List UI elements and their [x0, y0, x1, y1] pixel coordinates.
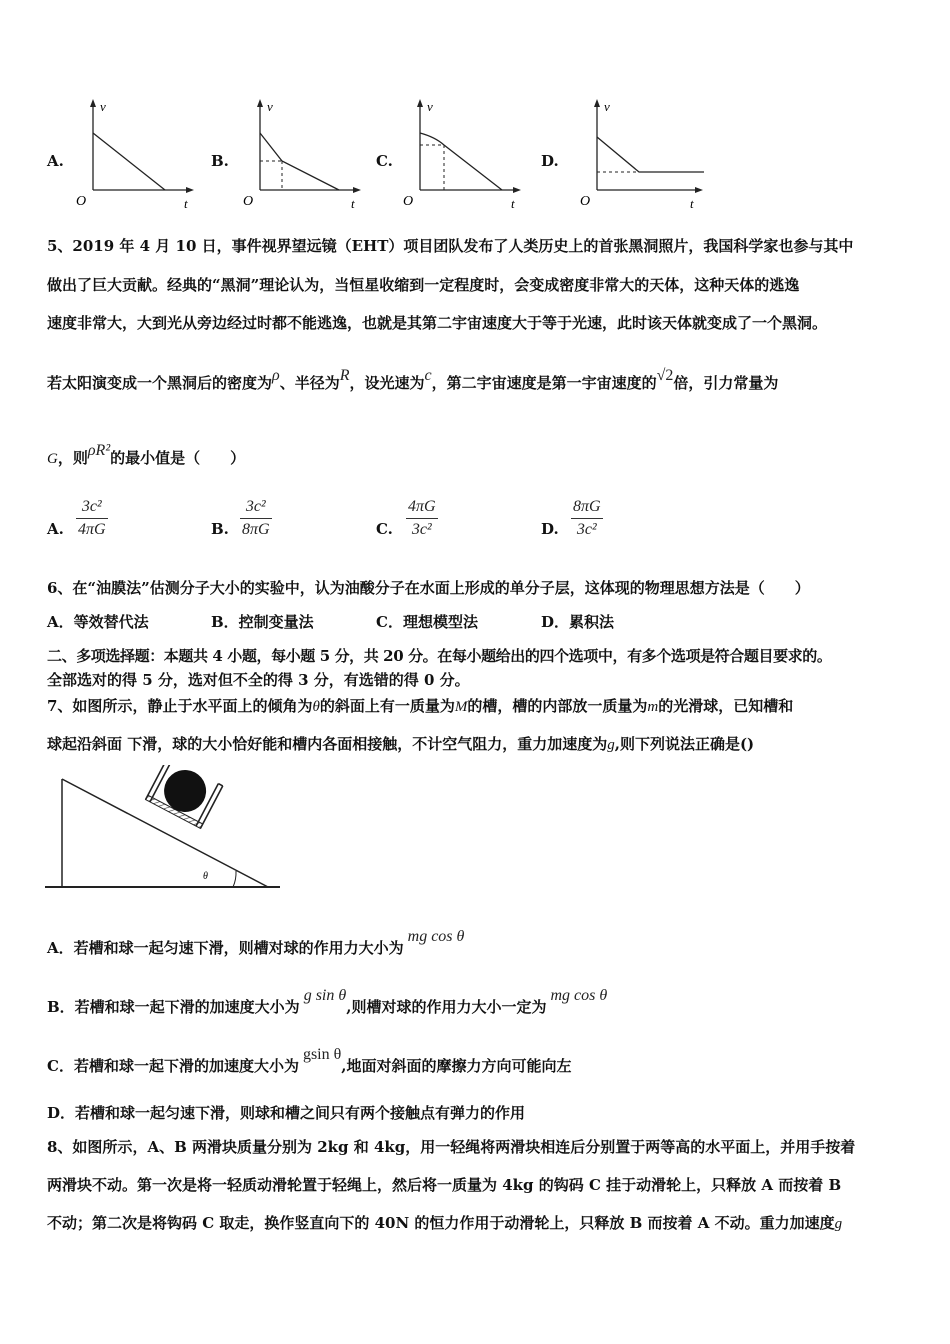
q5-text: ，设光速为: [349, 374, 425, 392]
q7-text: 的光滑球，已知槽和: [658, 697, 794, 715]
axis-v-label: v: [267, 99, 273, 114]
mg-cos-theta: mg cos θ: [407, 928, 465, 945]
g-sin-theta: g sin θ: [303, 987, 347, 1004]
groove-with-ball: [146, 765, 223, 828]
axis-v-label: v: [100, 99, 106, 114]
section-2-line-2: 全部选对的得 5 分，选对但不全的得 3 分，有选错的得 0 分。: [47, 671, 470, 689]
numerator: 3c²: [240, 496, 272, 519]
axis-t-label: t: [511, 196, 515, 211]
q7-option-a-text: A．若槽和球一起匀速下滑，则槽对球的作用力大小为: [47, 939, 404, 957]
q7-text: 的槽，槽的内部放一质量为: [467, 697, 648, 715]
q5-option-d-fraction: [571, 496, 603, 541]
denominator: 8πG: [242, 521, 270, 538]
q7-line-1: [47, 696, 793, 717]
q6-option-c: C．理想模型法: [376, 613, 478, 631]
denominator: 3c²: [411, 521, 432, 538]
axis-t-label: t: [184, 196, 188, 211]
section-2-line-1: 二、多项选择题：本题共 4 小题，每小题 5 分，共 20 分。在每小题给出的四个选项中，有多个选项是符合题目要求的。: [47, 647, 832, 665]
mass-M-symbol: M: [454, 699, 468, 715]
vt-graph-d: [574, 95, 714, 215]
gravity-symbol: g: [834, 1216, 843, 1232]
q6-stem: 6、在“油膜法”估测分子大小的实验中，认为油酸分子在水面上形成的单分子层，这体现的物理思想方法是（ ）: [47, 579, 810, 597]
q5-option-c-fraction: [406, 496, 438, 541]
q6-option-d: D．累积法: [541, 613, 615, 631]
q8-line-2: 两滑块不动。第一次是将一轻质动滑轮置于轻绳上，然后将一质量为 4kg 的钩码 C 挂于动滑轮上，只释放 A 而按着 B: [47, 1176, 842, 1194]
q7-option-c-text: ,地面对斜面的摩擦力方向可能向左: [341, 1057, 572, 1075]
q5-text: 的最小值是（ ）: [110, 449, 246, 467]
graph-label-b: B.: [211, 152, 229, 170]
axis-v-label: v: [427, 99, 433, 114]
q5-text: 、半径为: [279, 374, 340, 392]
numerator: 3c²: [76, 496, 108, 519]
incline-figure: [40, 765, 285, 895]
q7-option-b: [47, 987, 608, 1018]
q7-option-c-text: C．若槽和球一起下滑的加速度大小为: [47, 1057, 299, 1075]
axis-t-label: t: [690, 196, 694, 211]
q5-text: ，第二宇宙速度是第一宇宙速度的: [431, 374, 657, 392]
numerator: 8πG: [571, 496, 603, 519]
q8-line-1: 8、如图所示，A、B 两滑块质量分别为 2kg 和 4kg，用一轻绳将两滑块相连后分别置于两等高的水平面上，并用手按着: [47, 1138, 856, 1156]
rho-r-squared: ρR²: [87, 442, 111, 459]
q5-text: 若太阳演变成一个黑洞后的密度为: [47, 374, 273, 392]
origin-label: O: [403, 194, 414, 209]
gravity-symbol: g: [607, 737, 615, 753]
graph-label-c: C.: [376, 152, 393, 170]
q5-option-c-label: C.: [376, 520, 393, 538]
q8-text: 不动；第二次是将钩码 C 取走，换作竖直向下的 40N 的恒力作用于动滑轮上，只释放 B 而按着 A 不动。重力加速度: [47, 1214, 835, 1232]
q7-option-d: D．若槽和球一起匀速下滑，则球和槽之间只有两个接触点有弹力的作用: [47, 1104, 526, 1122]
q7-line-2: [47, 734, 754, 755]
axis-t-label: t: [351, 196, 355, 211]
gravitational-constant-symbol: G: [47, 451, 58, 467]
q6-option-a: A．等效替代法: [47, 613, 149, 631]
origin-label: O: [580, 194, 591, 209]
q7-text: 的斜面上有一质量为: [319, 697, 455, 715]
denominator: 3c²: [576, 521, 597, 538]
q5-line-3: 速度非常大，大到光从旁边经过时都不能逃逸，也就是其第二宇宙速度大于等于光速，此时该天体就变成了一个黑洞。: [47, 314, 828, 332]
theta-symbol: θ: [312, 699, 320, 715]
origin-label: O: [243, 194, 254, 209]
mass-m-symbol: m: [647, 699, 659, 715]
q6-option-b: B．控制变量法: [211, 613, 314, 631]
g-sin-theta: gsin θ: [302, 1046, 342, 1063]
q5-line-1: 5、2019 年 4 月 10 日，事件视界望远镜（EHT）项目团队发布了人类历史上的首张黑洞照片，我国科学家也参与其中: [47, 237, 854, 255]
light-speed-symbol: c: [424, 367, 432, 384]
q5-line-4: [47, 367, 779, 394]
q7-option-b-text: ,则槽对球的作用力大小一定为: [346, 998, 547, 1016]
q7-option-a: [47, 928, 465, 959]
graph-label-a: A.: [47, 152, 64, 170]
q7-option-c: [47, 1046, 572, 1077]
graph-label-d: D.: [541, 152, 559, 170]
q7-text: ,则下列说法正确是(): [614, 735, 755, 753]
q5-option-a-fraction: [76, 496, 108, 541]
vt-graph-c: [397, 95, 527, 215]
q5-text: 倍，引力常量为: [673, 374, 779, 392]
q5-option-d-label: D.: [541, 520, 559, 538]
vt-graph-b: [237, 95, 367, 215]
rho-symbol: ρ: [272, 367, 280, 384]
q5-option-b-label: B.: [211, 520, 229, 538]
origin-label: O: [76, 194, 87, 209]
radius-symbol: R: [339, 367, 350, 384]
q7-text: 7、如图所示，静止于水平面上的倾角为: [47, 697, 313, 715]
vt-graph-a: [70, 95, 200, 215]
q5-line-2: 做出了巨大贡献。经典的“黑洞”理论认为，当恒星收缩到一定程度时，会变成密度非常大的天体，这种天体的逃逸: [47, 276, 800, 294]
q7-text: 球起沿斜面 下滑，球的大小恰好能和槽内各面相接触，不计空气阻力，重力加速度为: [47, 735, 608, 753]
q8-line-3: [47, 1213, 842, 1234]
angle-theta-label: θ: [203, 871, 208, 882]
q7-option-b-text: B．若槽和球一起下滑的加速度大小为: [47, 998, 300, 1016]
mg-cos-theta: mg cos θ: [550, 987, 608, 1004]
q5-line-5: [47, 442, 246, 469]
q5-option-a-label: A.: [47, 520, 64, 538]
q5-option-b-fraction: [240, 496, 272, 541]
axis-v-label: v: [604, 99, 610, 114]
numerator: 4πG: [406, 496, 438, 519]
sqrt-two: √2: [656, 367, 674, 384]
denominator: 4πG: [78, 521, 106, 538]
q5-text: ，则: [57, 449, 88, 467]
